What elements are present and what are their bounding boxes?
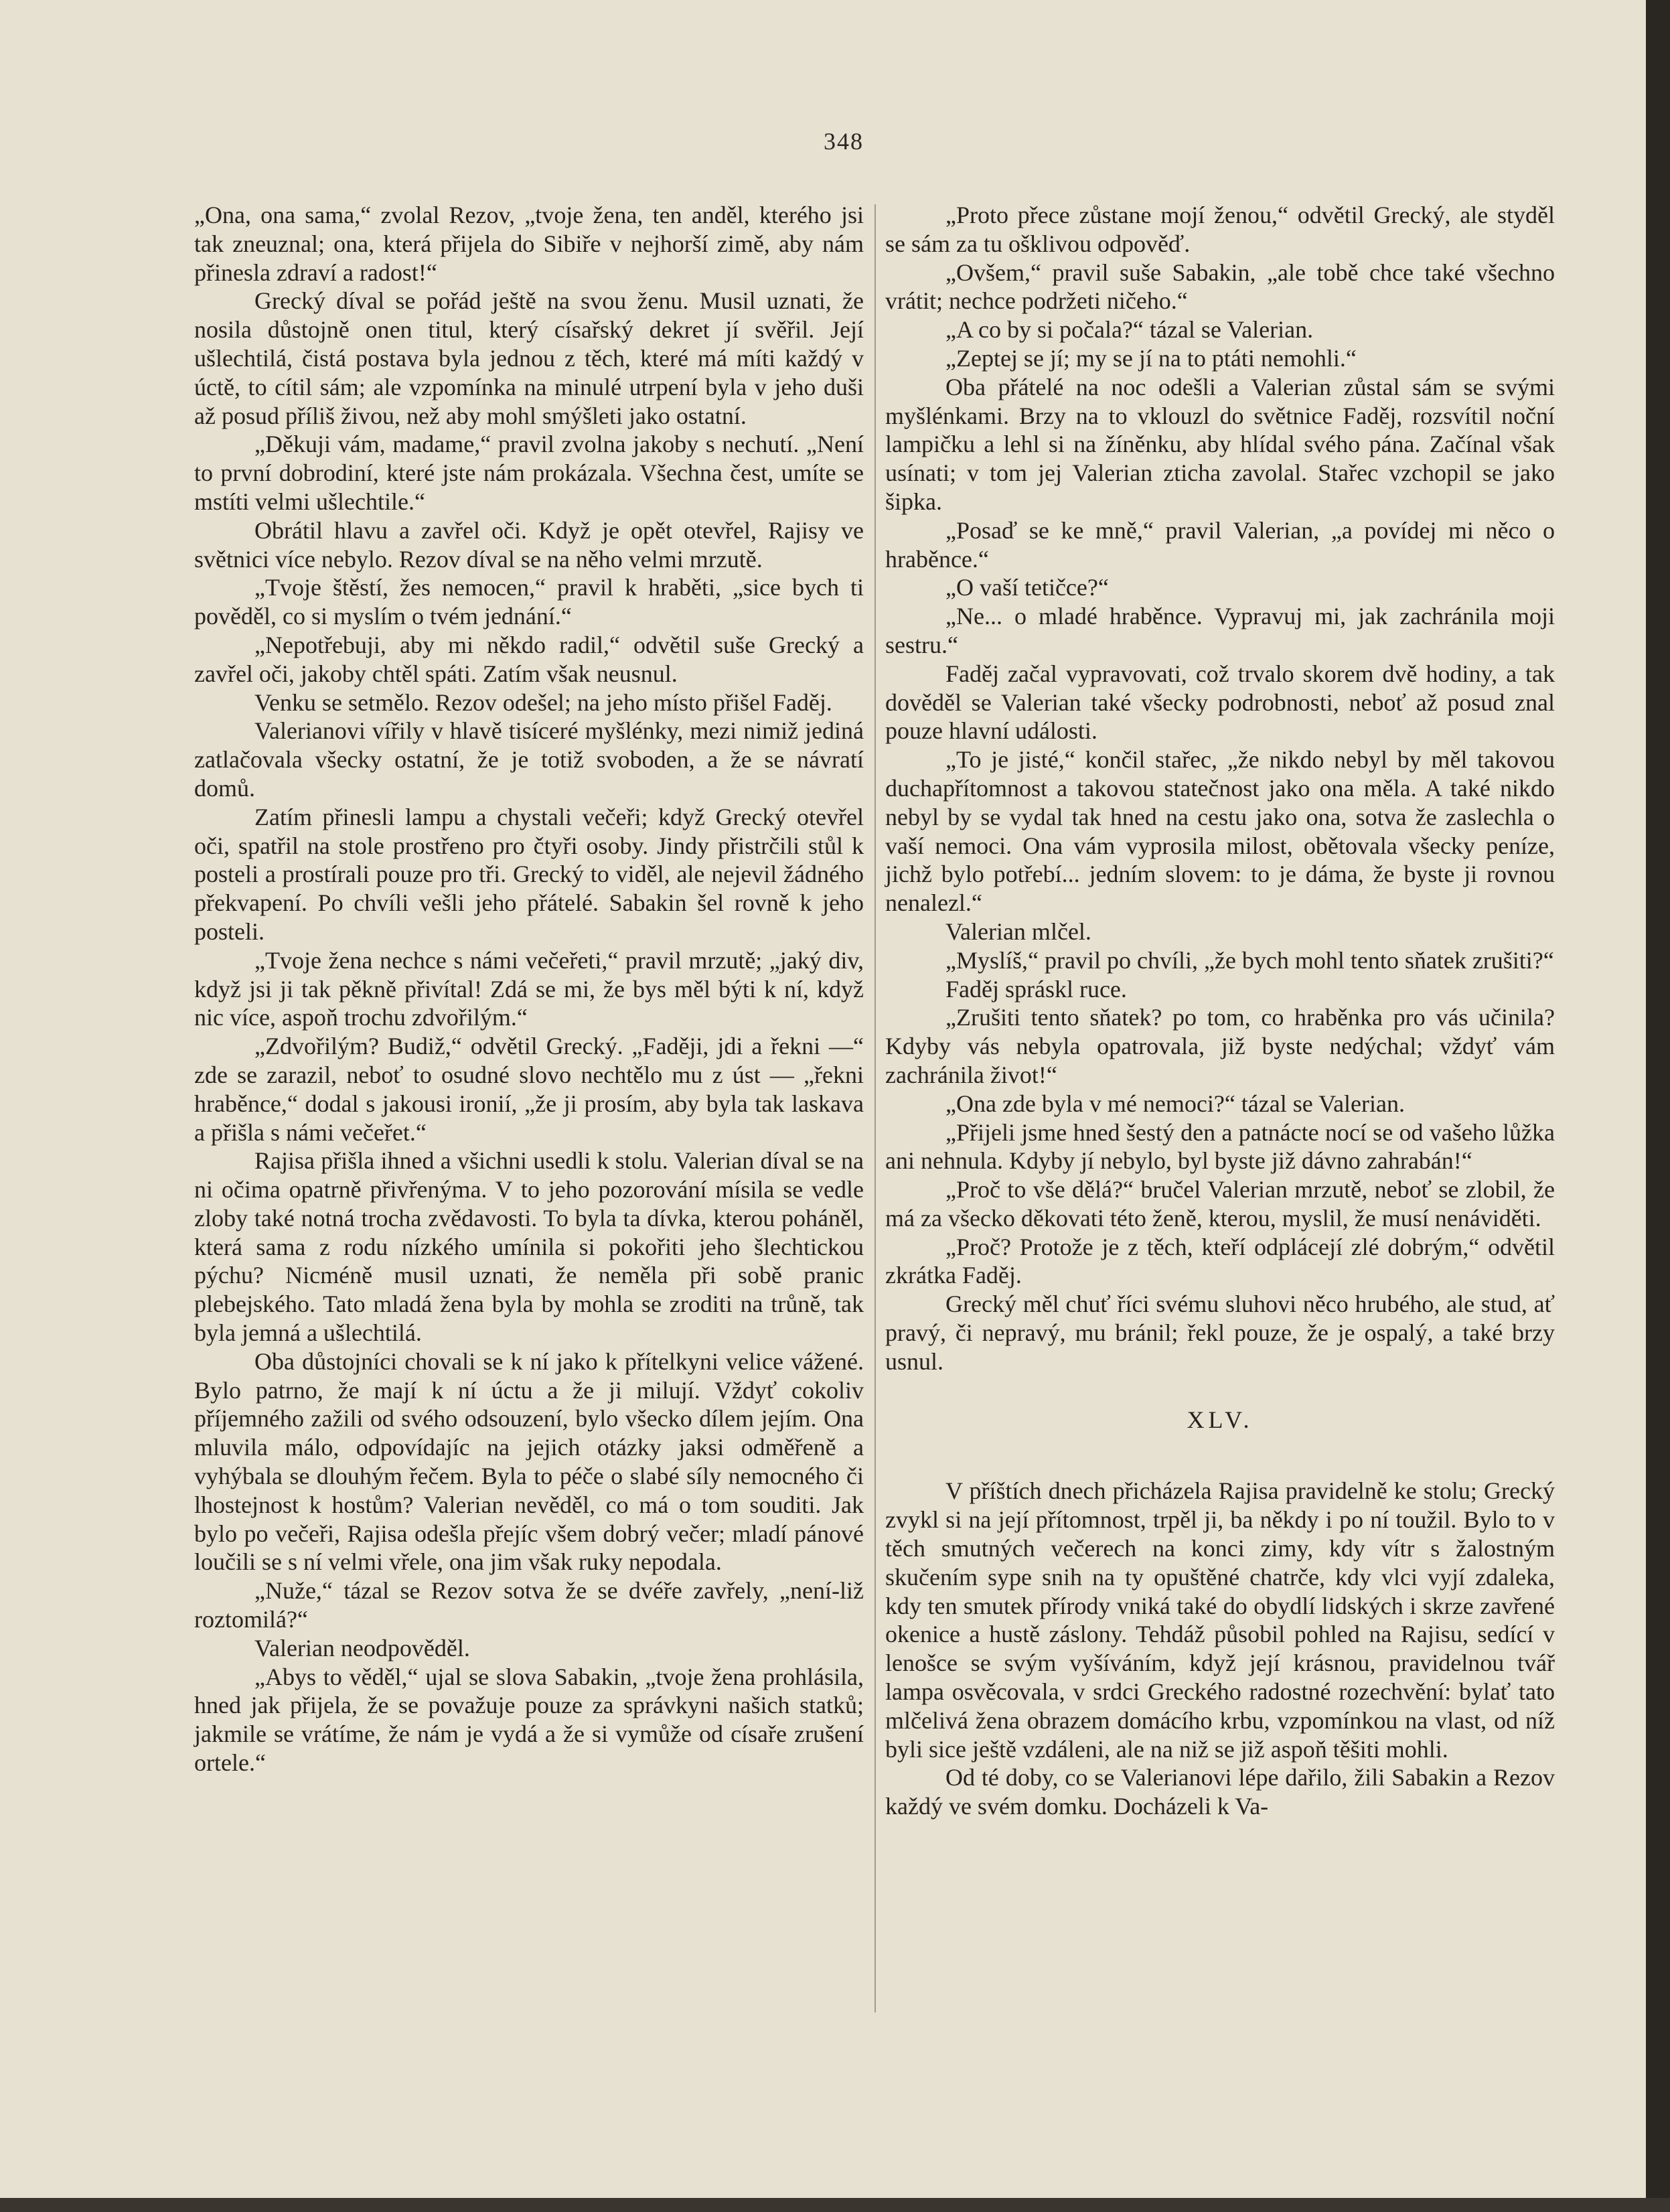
paragraph: „Zeptej se jí; my se jí na to ptáti nemohli.“ <box>945 344 1357 372</box>
page-edge-bottom <box>0 2198 1670 2212</box>
paragraph: „O vaší tetičce?“ <box>945 574 1109 601</box>
paragraph: „Posaď se ke mně,“ pravil Valerian, „a povídej mi něco o hraběnce.“ <box>885 516 1555 573</box>
paragraph: „Ona, ona sama,“ zvolal Rezov, „tvoje žena, ten anděl, kterého jsi tak zneuznal; ona, která přijela do Sibiře v nejhorší zimě, aby nám přinesla zdraví a radost!“ <box>194 202 864 286</box>
paragraph: „Ovšem,“ pravil suše Sabakin, „ale tobě chce také všechno vrátit; nechce podržeti ničeho.“ <box>885 259 1555 315</box>
paragraph: „Abys to věděl,“ ujal se slova Sabakin, „tvoje žena prohlásila, hned jak přijela, že se považuje pouze za správkyni našich statků; jakmile se vrátíme, že nám je vydá a že si vymůže od císaře zrušení ortele.“ <box>194 1663 864 1777</box>
paragraph: Od té doby, co se Valerianovi lépe dařilo, žili Sabakin a Rezov každý ve svém domku. Docházeli k Va- <box>885 1764 1555 1820</box>
paragraph: „Zdvořilým? Budiž,“ odvětil Grecký. „Faději, jdi a řekni —“ zde se zarazil, neboť to osudné slovo nechtělo mu z úst — „řekni hraběnce,“ dodal s jakousi ironií, „že ji prosím, aby byla tak laskava a přišla s námi večeřet.“ <box>194 1033 864 1146</box>
chapter-heading: XLV. <box>1187 1406 1254 1433</box>
paragraph: Faděj spráskl ruce. <box>945 975 1127 1003</box>
paragraph: Obrátil hlavu a zavřel oči. Když je opět otevřel, Rajisy ve světnici více nebylo. Rezov díval se na něho velmi mrzutě. <box>194 516 864 573</box>
paragraph: „Tvoje štěstí, žes nemocen,“ pravil k hraběti, „sice bych ti pověděl, co si myslím o tvém jednání.“ <box>194 574 864 630</box>
paragraph: „Přijeli jsme hned šestý den a patnácte nocí se od vašeho lůžka ani nehnula. Kdyby jí nebylo, byl byste již dávno zahrabán!“ <box>885 1118 1555 1175</box>
page-number: 348 <box>824 128 864 155</box>
paragraph: Valerianovi vířily v hlavě tisíceré myšlénky, mezi nimiž jediná zatlačovala všecky ostatní, že je totiž svoboden, a že se návratí domů. <box>194 717 864 802</box>
paragraph: Oba přátelé na noc odešli a Valerian zůstal sám se svými myšlénkami. Brzy na to vklouzl do světnice Faděj, rozsvítil noční lampičku a lehl si na žíněnku, aby hlídal svého pána. Začínal však usínati; v tom jej Valerian zticha zavolal. Stařec vzchopil se jako šipka. <box>885 373 1555 515</box>
paragraph: „Myslíš,“ pravil po chvíli, „že bych mohl tento sňatek zrušiti?“ <box>945 946 1554 974</box>
paragraph: „Ne... o mladé hraběnce. Vypravuj mi, jak zachránila moji sestru.“ <box>885 603 1555 658</box>
paragraph: „Proto přece zůstane mojí ženou,“ odvětil Grecký, ale styděl se sám za tu ošklivou odpověď. <box>885 202 1555 257</box>
column-divider <box>875 204 876 2012</box>
paragraph: V příštích dnech přicházela Rajisa pravidelně ke stolu; Grecký zvykl si na její přítomnost, trpěl ji, ba někdy i po ní toužil. Bylo to v těch smutných večerech na konci zimy, kdy vítr s žalostným skučením sype snih na ty opuštěné chatrče, kdy vlci vyjí zdaleka, kdy ten smutek přírody vniká také do obydlí lidských i skrze zavřené okenice a hustě záslony. Tehdáž působil pohled na Rajisu, sedící v lenošce se svým vyšíváním, když její krásnou, pravidelnou tvář lampa osvěcovala, v srdci Greckého radostné rozechvění: bylať tato mlčelivá žena obrazem domácího krbu, vzpomínkou na vlast, od níž byli sice ještě vzdáleni, ale na niž se již aspoň těšiti mohli. <box>885 1477 1555 1763</box>
paragraph: „Nuže,“ tázal se Rezov sotva že se dvéře zavřely, „není-liž roztomilá?“ <box>194 1577 864 1633</box>
paragraph: Grecký díval se pořád ještě na svou ženu. Musil uznati, že nosila důstojně onen titul, který císařský dekret jí svěřil. Její ušlechtilá, čistá postava byla jednou z těch, které má míti každý v úctě, to cítil sám; ale vzpomínka na minulé utrpení byla v jeho duši až posud příliš živou, než aby mohl smýšleti jako ostatní. <box>194 287 864 429</box>
paragraph: „Nepotřebuji, aby mi někdo radil,“ odvětil suše Grecký a zavřel oči, jakoby chtěl spáti. Zatím však neusnul. <box>194 631 864 687</box>
paragraph: Valerian neodpověděl. <box>254 1634 470 1662</box>
paragraph: „Proč to vše dělá?“ bručel Valerian mrzutě, neboť se zlobil, že má za všecko děkovati této ženě, kterou, myslil, že musí nenáviděti. <box>885 1176 1555 1232</box>
paragraph: Rajisa přišla ihned a všichni usedli k stolu. Valerian díval se na ni očima opatrně přivřenýma. V to jeho pozorování mísila se vedle zloby také notná trocha zvědavosti. To byla ta dívka, kterou poháněl, která sama z rodu nízkého umínila si pokořiti jeho šlechtickou pýchu? Nicméně musil uznati, že neměla při sobě pranic plebejského. Tato mladá žena byla by mohla se zroditi na trůně, tak byla jemná a ušlechtilá. <box>194 1147 864 1347</box>
paragraph: „A co by si počala?“ tázal se Valerian. <box>945 316 1314 344</box>
paragraph: „Tvoje žena nechce s námi večeřeti,“ pravil mrzutě; „jaký div, když jsi ji tak pěkně přivítal! Zdá se mi, že bys měl býti k ní, když nic více, aspoň trochu zdvořilým.“ <box>194 946 864 1031</box>
left-column <box>194 201 864 1777</box>
paragraph: Venku se setmělo. Rezov odešel; na jeho místo přišel Faděj. <box>254 688 832 716</box>
paragraph: „Zrušiti tento sňatek? po tom, co hraběnka pro vás učinila? Kdyby vás nebyla opatrovala, již byste nedýchal; vždyť vám zachránila život!“ <box>885 1004 1555 1088</box>
paragraph: „To je jisté,“ končil stařec, „že nikdo nebyl by měl takovou duchapřítomnost a takovou statečnost jako ona měla. A také nikdo nebyl by se vydal tak hned na cestu jako ona, sotva že zaslechla o vaší nemoci. Ona vám vyprosila milost, obětovala všecky peníze, jichž bylo potřebí... jedním slovem: to je dáma, že byste ji rovnou nenalezl.“ <box>885 746 1555 917</box>
paragraph: „Děkuji vám, madame,“ pravil zvolna jakoby s nechutí. „Není to první dobrodiní, které jste nám prokázala. Všechna čest, umíte se mstíti velmi ušlechtile.“ <box>194 431 864 515</box>
paragraph: Faděj začal vypravovati, což trvalo skorem dvě hodiny, a tak dověděl se Valerian také všecky podrobnosti, neboť až posud znal pouze hlavní události. <box>885 660 1555 745</box>
paragraph: „Proč? Protože je z těch, kteří odplácejí zlé dobrým,“ odvětil zkrátka Faděj. <box>885 1233 1555 1289</box>
paragraph: Zatím přinesli lampu a chystali večeři; když Grecký otevřel oči, spatřil na stole prostřeno pro čtyři osoby. Jindy přistrčili stůl k posteli a prostírali pouze pro tři. Grecký to viděl, ale nejevil žádného překvapení. Po chvíli vešli jeho přátelé. Sabakin šel rovně k jeho posteli. <box>194 803 864 945</box>
paragraph: Valerian mlčel. <box>945 917 1091 945</box>
paragraph: „Ona zde byla v mé nemoci?“ tázal se Valerian. <box>945 1090 1406 1117</box>
paragraph: Grecký měl chuť říci svému sluhovi něco hrubého, ale stud, ať pravý, či nepravý, mu bránil; řekl pouze, že je ospalý, a také brzy usnul. <box>885 1291 1555 1375</box>
page-edge-right <box>1646 0 1670 2212</box>
paragraph: Oba důstojníci chovali se k ní jako k přítelkyni velice vážené. Bylo patrno, že mají k ní úctu a že ji milují. Vždyť cokoliv příjemného zažili od svého odsouzení, bylo všecko dílem jejím. Ona mluvila málo, odpovídajíc na jejich otázky jaksi odměřeně a vyhýbala se dlouhým řečem. Byla to péče o slabé síly nemocného či lhostejnost k hostům? Valerian nevěděl, co má o tom souditi. Jak bylo po večeři, Rajisa odešla přejíc všem dobrý večer; mladí pánové loučili se s ní velmi vřele, ona jim však ruky nepodala. <box>194 1347 864 1576</box>
right-column <box>885 201 1555 1821</box>
